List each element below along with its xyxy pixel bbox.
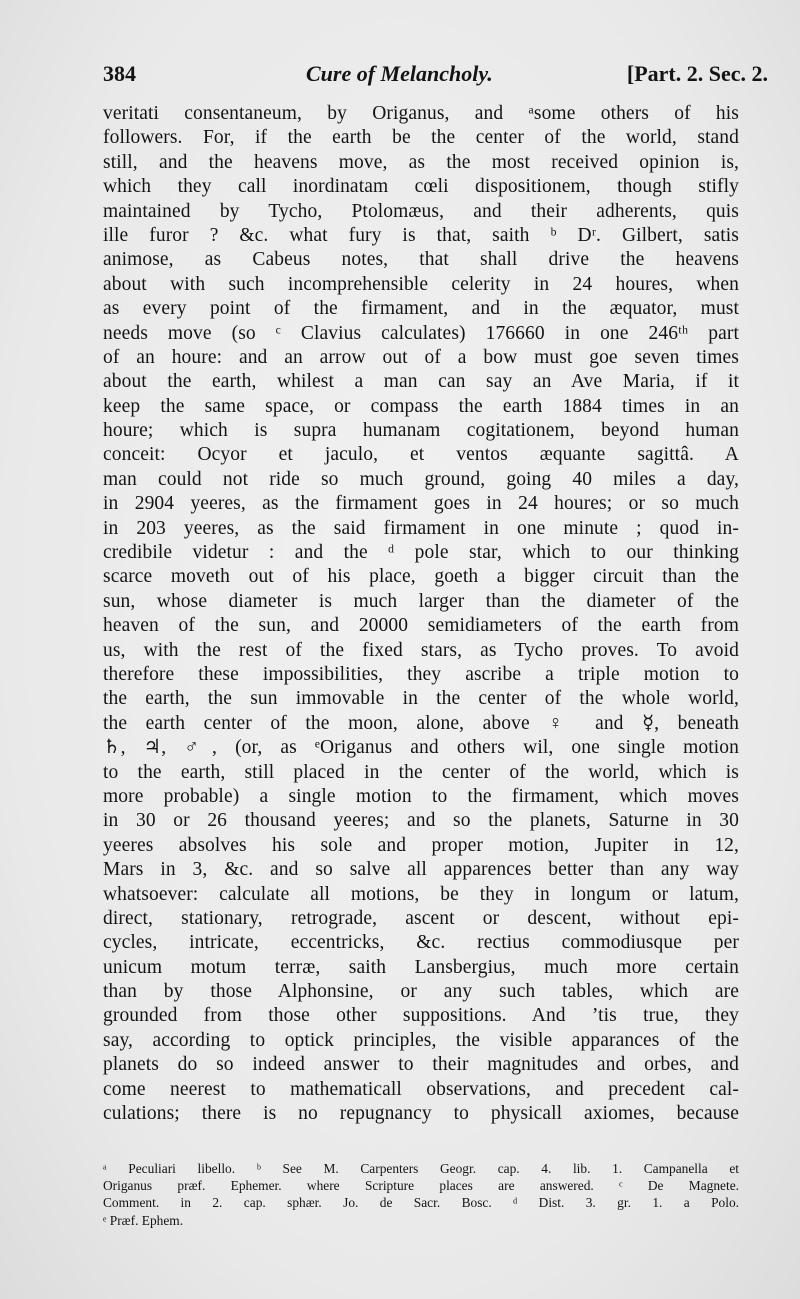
- footnotes: [103, 1160, 739, 1229]
- text-line: heaven of the sun, and 20000 semidiameters of the earth from: [103, 615, 739, 637]
- text-line: come neerest to mathematicall observations, and precedent cal-: [103, 1078, 739, 1100]
- text-line: culations; there is no repugnancy to physicall axiomes, because: [103, 1103, 739, 1125]
- text-line: us, with the rest of the fixed stars, as Tycho proves. To avoid: [103, 639, 739, 661]
- text-line: maintained by Tycho, Ptolomæus, and their adherents, quis: [103, 200, 739, 222]
- text-line: cycles, intricate, eccentricks, &c. rectius commodiusque per: [103, 932, 739, 954]
- text-line: about with such incomprehensible celerity in 24 houres, when: [103, 273, 739, 295]
- text-line: to the earth, still placed in the center of the world, which is: [103, 761, 739, 783]
- text-line: ille furor ? &c. what fury is that, saith ᵇ Dʳ. Gilbert, satis: [103, 224, 739, 246]
- text-line: the earth, the sun immovable in the center of the whole world,: [103, 688, 739, 710]
- text-line: sun, whose diameter is much larger than the diameter of the: [103, 590, 739, 612]
- text-line: than by those Alphonsine, or any such tables, which are: [103, 981, 739, 1003]
- text-line: in 203 yeeres, as the said firmament in one minute ; quod in-: [103, 517, 739, 539]
- text-line: veritati consentaneum, by Origanus, and ᵃsome others of his: [103, 103, 739, 124]
- text-line: conceit: Ocyor et jaculo, et ventos æquante sagittâ. A: [103, 444, 739, 466]
- text-line: in 2904 yeeres, as the firmament goes in 24 houres; or so much: [103, 493, 739, 515]
- text-line: Mars in 3, &c. and so salve all apparences better than any way: [103, 859, 739, 881]
- text-line: more probable) a single motion to the firmament, which moves: [103, 785, 739, 807]
- text-line: planets do so indeed answer to their magnitudes and orbes, and: [103, 1054, 739, 1076]
- footnote-line: ᵉ Præf. Ephem.: [103, 1212, 184, 1228]
- running-title: Cure of Melancholy.: [306, 61, 493, 86]
- text-line: direct, stationary, retrograde, ascent or descent, without epi-: [103, 907, 739, 929]
- text-line: animose, as Cabeus notes, that shall drive the heavens: [103, 249, 739, 271]
- text-line: the earth center of the moon, alone, above ♀ and ☿, beneath: [103, 712, 739, 734]
- footnote-line: Origanus præf. Ephemer. where Scripture places are answered. ᶜ De Magnete.: [103, 1178, 739, 1194]
- text-line: grounded from those other suppositions. And ’tis true, they: [103, 1005, 739, 1027]
- text-line: in 30 or 26 thousand yeeres; and so the planets, Saturne in 30: [103, 810, 739, 832]
- text-line: therefore these impossibilities, they ascribe a triple motion to: [103, 663, 739, 685]
- section-reference: [Part. 2. Sec. 2.: [626, 61, 768, 86]
- text-line: houre; which is supra humanam cogitationem, beyond human: [103, 420, 739, 442]
- text-line: man could not ride so much ground, going 40 miles a day,: [103, 468, 739, 490]
- text-line: ♄, ♃, ♂, (or, as ᵉOriganus and others wil, one single motion: [103, 737, 739, 759]
- footnote-line: Comment. in 2. cap. sphær. Jo. de Sacr. Bosc. ᵈ Dist. 3. gr. 1. a Polo.: [103, 1195, 739, 1211]
- text-line: keep the same space, or compass the earth 1884 times in an: [103, 395, 739, 417]
- page-number: 384: [103, 61, 136, 86]
- footnote-line: ᵃ Peculiari libello. ᵇ See M. Carpenters Geogr. cap. 4. lib. 1. Campanella et: [103, 1161, 739, 1176]
- text-line: scarce moveth out of his place, goeth a bigger circuit than the: [103, 566, 739, 588]
- text-line: yeeres absolves his sole and proper motion, Jupiter in 12,: [103, 834, 739, 856]
- running-header: [103, 57, 768, 91]
- text-line: whatsoever: calculate all motions, be they in longum or latum,: [103, 883, 739, 905]
- text-line: which they call inordinatam cœli dispositionem, though stifly: [103, 176, 739, 198]
- text-line: unicum motum terræ, saith Lansbergius, much more certain: [103, 956, 739, 978]
- text-line: credibile videtur : and the ᵈ pole star, which to our thinking: [103, 542, 739, 564]
- text-line: about the earth, whilest a man can say an Ave Maria, if it: [103, 371, 739, 393]
- text-line: still, and the heavens move, as the most received opinion is,: [103, 151, 739, 173]
- text-line: followers. For, if the earth be the center of the world, stand: [103, 127, 739, 149]
- text-line: of an houre: and an arrow out of a bow must goe seven times: [103, 346, 739, 368]
- text-line: say, according to optick principles, the visible apparances of the: [103, 1029, 739, 1051]
- body-text: [103, 102, 739, 1126]
- text-line: as every point of the firmament, and in the æquator, must: [103, 298, 739, 320]
- text-line: needs move (so ᶜ Clavius calculates) 176660 in one 246ᵗʰ part: [103, 322, 739, 344]
